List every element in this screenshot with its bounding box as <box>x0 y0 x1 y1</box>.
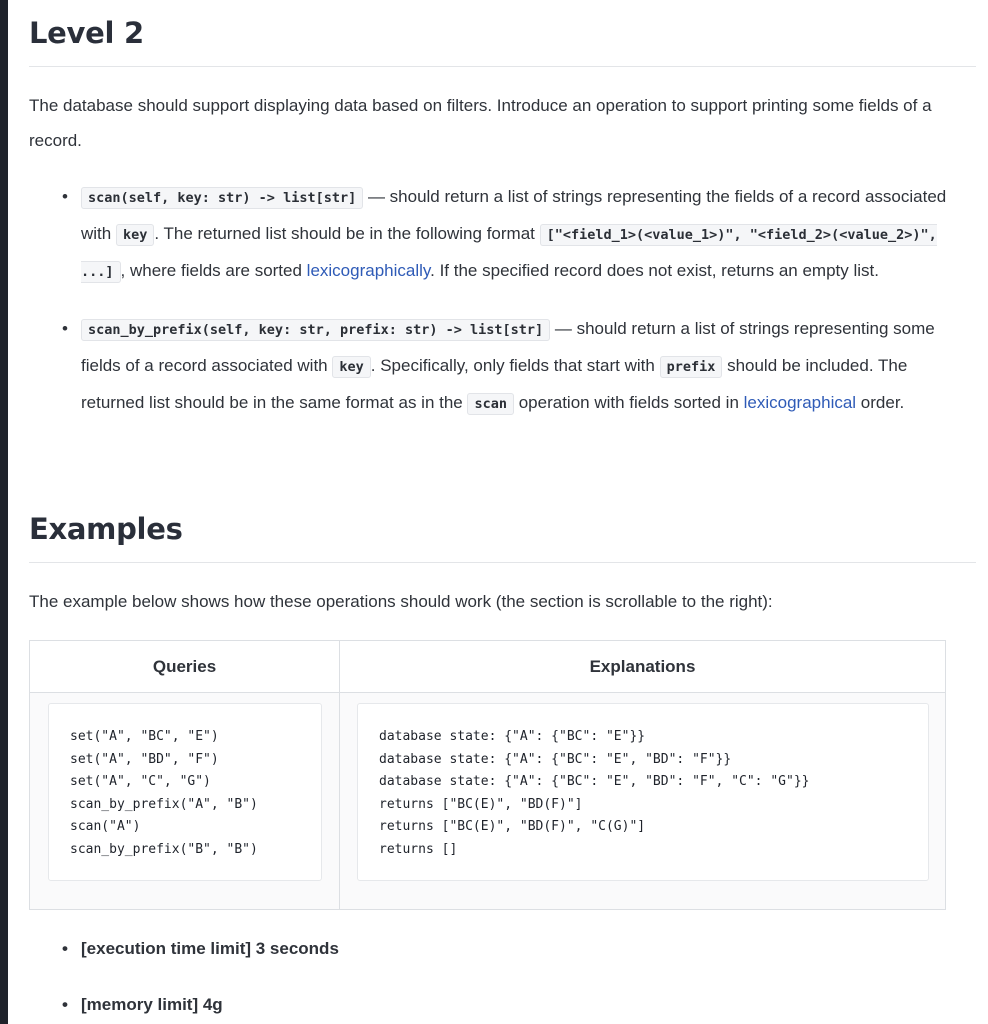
scan-by-prefix-description-4: operation with fields sorted in <box>514 393 744 412</box>
queries-column-header: Queries <box>152 657 217 676</box>
operation-scan-by-prefix <box>29 311 969 422</box>
query-line: set("A", "BC", "E") <box>70 729 219 744</box>
lexicographically-link[interactable]: lexicographically <box>306 261 431 280</box>
explanation-line: returns ["BC(E)", "BD(F)"] <box>379 796 583 812</box>
execution-time-limit: • [execution time limit] 3 seconds <box>29 931 969 966</box>
scan-code: scan <box>467 393 514 415</box>
explanation-line: returns ["BC(E)", "BD(F)", "C(G)"] <box>379 819 646 835</box>
queries-code-block <box>48 703 322 881</box>
examples-table[interactable] <box>29 640 946 910</box>
scan-description-4: . If the specified record does not exist, returns an empty list. <box>430 261 879 280</box>
left-edge-bar <box>0 0 8 1024</box>
level-title: Level 2 <box>29 16 144 50</box>
examples-divider <box>29 562 976 563</box>
explanation-line: database state: {"A": {"BC": "E", "BD": "F"}} <box>379 751 732 767</box>
explanation-line: database state: {"A": {"BC": "E"}} <box>379 729 646 744</box>
scan-by-prefix-description-2: . Specifically, only fields that start with <box>370 356 660 375</box>
memory-limit: • [memory limit] 4g <box>29 987 969 1022</box>
scan-by-prefix-description-1: — should return a list of strings representing some fields of a record associated with <box>81 319 935 375</box>
scan-by-prefix-signature-code: scan_by_prefix(self, key: str, prefix: str) -> list[str] <box>81 319 550 341</box>
scan-signature-code: scan(self, key: str) -> list[str] <box>81 187 363 209</box>
lexicographical-link[interactable]: lexicographical <box>743 393 857 412</box>
query-line: scan_by_prefix("B", "B") <box>70 841 258 857</box>
operation-scan <box>29 179 969 290</box>
scan-by-prefix-description-3: should be included. The returned list should be in the same format as in the <box>81 356 908 412</box>
explanations-code-block <box>357 703 929 881</box>
key-code: key <box>116 224 154 246</box>
query-line: set("A", "C", "G") <box>70 774 211 790</box>
query-line: scan_by_prefix("A", "B") <box>70 796 258 812</box>
explanation-line: database state: {"A": {"BC": "E", "BD": "F", "C": "G"}} <box>379 774 810 790</box>
level-intro: The database should support displaying data based on filters. Introduce an operation to support printing some fields of a record. <box>29 96 932 150</box>
operations-list <box>29 179 969 422</box>
explanations-column-header: Explanations <box>589 657 696 676</box>
examples-title: Examples <box>29 512 183 546</box>
scan-description-2: . The returned list should be in the following format <box>154 224 540 243</box>
query-line: scan("A") <box>70 819 141 835</box>
format-code: ["<field_1>(<value_1>)", "<field_2>(<value_2>)", ...] <box>81 224 937 283</box>
scan-by-prefix-description-5: order. <box>856 393 905 412</box>
query-line: set("A", "BD", "F") <box>70 751 219 767</box>
explanation-line: returns [] <box>379 841 458 857</box>
title-divider <box>29 66 976 67</box>
scan-description-3: , where fields are sorted <box>120 261 307 280</box>
key-code: key <box>332 356 370 378</box>
limits-list <box>29 931 969 1022</box>
scan-description-1: — should return a list of strings representing the fields of a record associated with <box>81 187 947 243</box>
examples-intro: The example below shows how these operations should work (the section is scrollable to the right): <box>29 592 773 611</box>
prefix-code: prefix <box>660 356 723 378</box>
